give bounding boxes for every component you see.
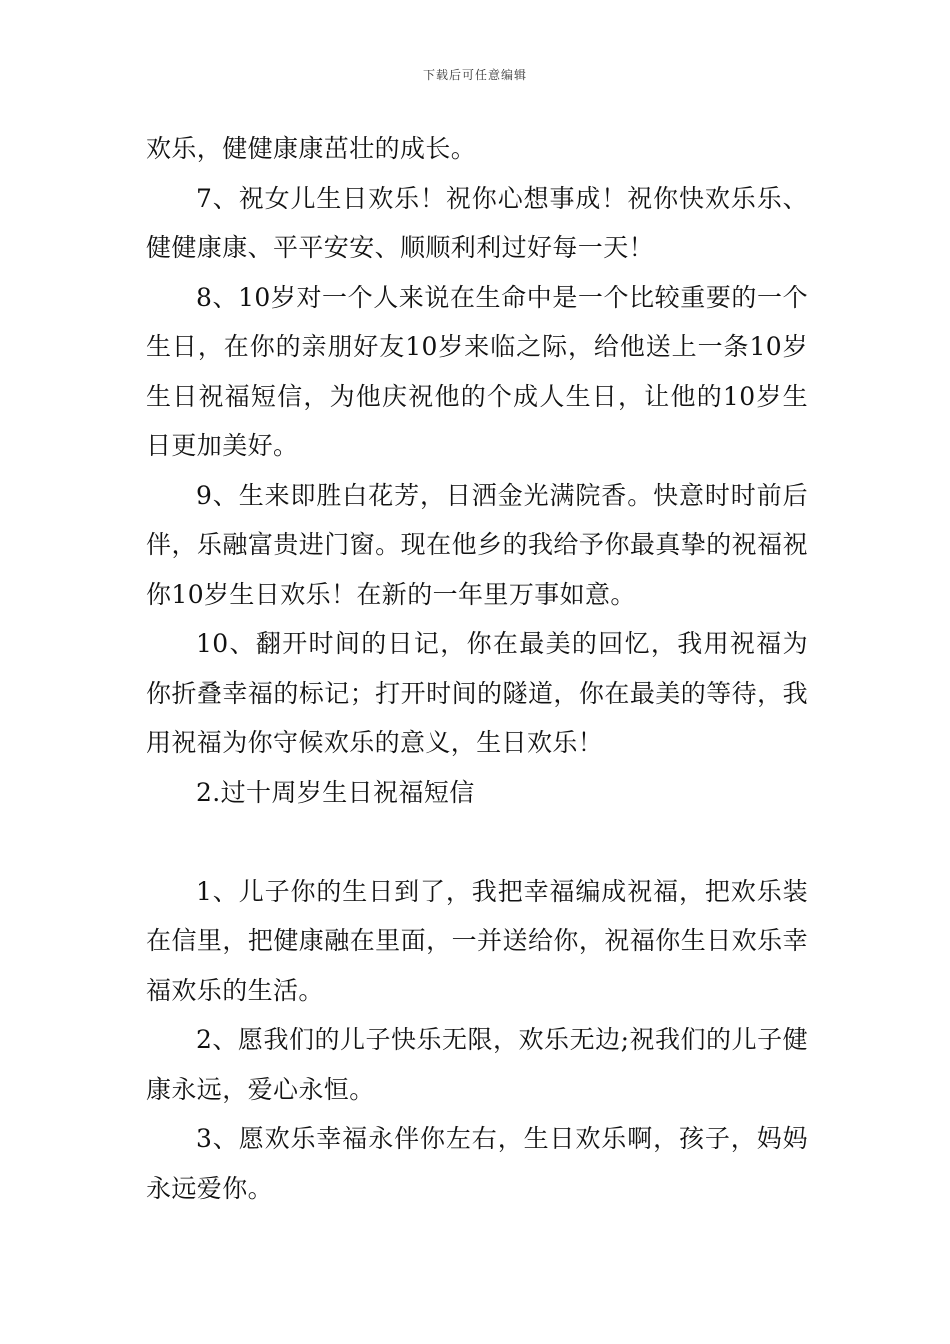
paragraph-item-7: 7、祝女儿生日欢乐！祝你心想事成！祝你快欢乐乐、健健康康、平平安安、顺顺利利过好每一天！: [146, 183, 808, 262]
document-body: [146, 124, 808, 1213]
blank-line: [146, 817, 808, 867]
paragraph-item-3: 3、愿欢乐幸福永伴你左右，生日欢乐啊，孩子，妈妈永远爱你。: [146, 1124, 808, 1203]
paragraph-item-8: 8、10岁对一个人来说在生命中是一个比较重要的一个生日，在你的亲朋好友10岁来临之际，给他送上一条10岁生日祝福短信，为他庆祝他的个成人生日，让他的10岁生日更加美好。: [146, 282, 808, 460]
paragraph-item-9: 9、生来即胜白花芳，日洒金光满院香。快意时时前后伴，乐融富贵进门窗。现在他乡的我给予你最真挚的祝福祝你10岁生日欢乐！在新的一年里万事如意。: [146, 480, 808, 609]
paragraph-item-1: 1、儿子你的生日到了，我把幸福编成祝福，把欢乐装在信里，把健康融在里面，一并送给你，祝福你生日欢乐幸福欢乐的生活。: [146, 876, 808, 1005]
page-header: 下载后可任意编辑: [422, 68, 527, 82]
paragraph-item-2: 2、愿我们的儿子快乐无限，欢乐无边;祝我们的儿子健康永远，爱心永恒。: [146, 1025, 808, 1104]
paragraph-item-10: 10、翻开时间的日记，你在最美的回忆，我用祝福为你折叠幸福的标记；打开时间的隧道，你在最美的等待，我用祝福为你守候欢乐的意义，生日欢乐！: [146, 629, 808, 757]
section-heading: 2.过十周岁生日祝福短信: [196, 777, 475, 807]
paragraph-continuation: 欢乐，健健康康茁壮的成长。: [146, 134, 477, 163]
